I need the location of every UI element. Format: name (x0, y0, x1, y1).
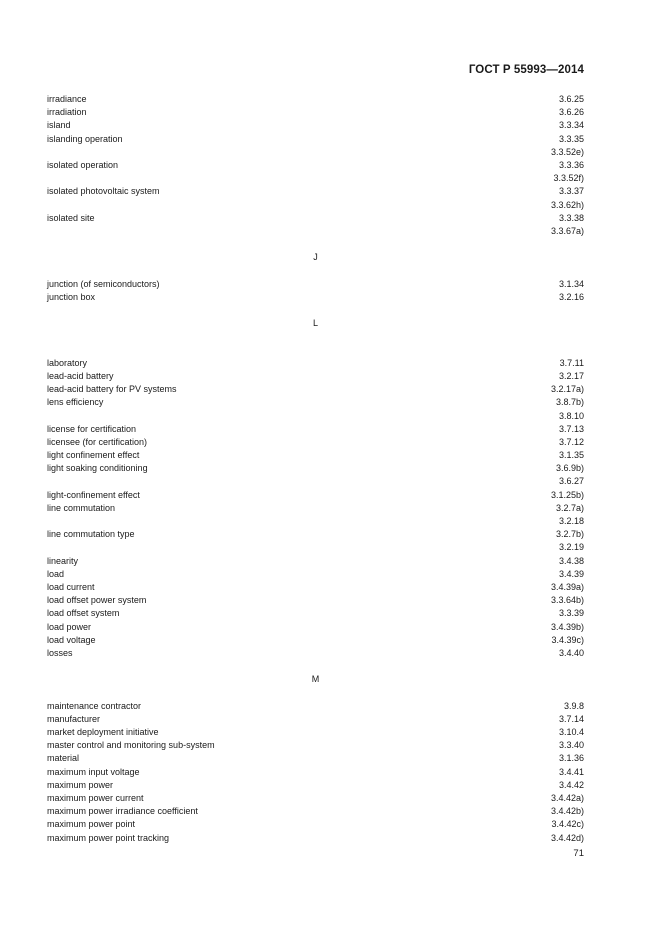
row-spacer (47, 344, 584, 357)
entry-reference: 3.2.17 (558, 370, 584, 381)
index-entry (47, 146, 584, 159)
entry-reference: 3.6.27 (558, 476, 584, 487)
entry-term: linearity (47, 555, 79, 566)
index-entry (47, 568, 584, 581)
index-entry (47, 832, 584, 845)
entry-reference: 3.10.4 (558, 727, 584, 737)
index-entry (47, 370, 584, 383)
entry-reference: 3.2.19 (558, 542, 584, 553)
entry-reference: 3.3.52f) (553, 173, 584, 184)
index-entry (47, 528, 584, 541)
index-entry (47, 700, 584, 713)
entry-term: material (47, 753, 80, 764)
index-entry (47, 278, 584, 291)
entry-term: line commutation type (47, 529, 135, 540)
row-spacer (47, 330, 584, 343)
entry-reference: 3.7.14 (558, 713, 584, 724)
entry-reference: 3.3.34 (558, 120, 584, 131)
index-entry (47, 502, 584, 515)
index-entry (47, 225, 584, 238)
entry-reference: 3.4.41 (558, 766, 584, 777)
index-entry (47, 93, 584, 106)
entry-term: load offset power system (47, 595, 147, 606)
index-entry (47, 396, 584, 409)
entry-term: line commutation (47, 502, 116, 513)
section-letter: M (311, 674, 320, 685)
entry-reference: 3.4.39c) (551, 634, 584, 645)
index-entry (47, 766, 584, 779)
entry-term: lens efficiency (47, 397, 104, 408)
index-entry (47, 515, 584, 528)
entry-reference: 3.3.67a) (550, 225, 584, 236)
entry-term: lead-acid battery for PV systems (47, 384, 177, 395)
entry-term: manufacturer (47, 713, 101, 724)
index-entry (47, 805, 584, 818)
entry-reference: 3.2.18 (558, 516, 584, 526)
entry-reference: 3.1.25b) (550, 489, 584, 500)
entry-reference: 3.2.16 (558, 291, 584, 302)
entry-term: maximum power point tracking (47, 832, 170, 843)
entry-term: load offset system (47, 608, 120, 619)
entry-term: irradiation (47, 107, 87, 118)
entry-reference: 3.1.36 (558, 753, 584, 764)
index-entry (47, 383, 584, 396)
entry-reference: 3.6.9b) (555, 463, 584, 474)
index-entry (47, 410, 584, 423)
entry-term: island (47, 120, 71, 131)
document-header: ГОСТ Р 55993—2014 (468, 64, 584, 76)
entry-term: lead-acid battery (47, 370, 114, 381)
entry-term: losses (47, 647, 73, 658)
index-entry (47, 423, 584, 436)
entry-reference: 3.4.40 (558, 647, 584, 658)
entry-term: light soaking conditioning (47, 463, 148, 474)
row-spacer (47, 686, 584, 699)
entry-term: laboratory (47, 357, 88, 368)
entry-reference: 3.2.17a) (550, 384, 584, 395)
entry-term: isolated site (47, 212, 95, 223)
entry-reference: 3.8.10 (558, 410, 584, 421)
index-entry (47, 199, 584, 212)
entry-term: load power (47, 621, 92, 632)
index-entry (47, 634, 584, 647)
entry-term: isolated photovoltaic system (47, 186, 160, 197)
index-entry (47, 119, 584, 132)
index-entry (47, 462, 584, 475)
entry-term: isolated operation (47, 159, 119, 170)
entry-term: light-confinement effect (47, 489, 140, 500)
entry-term: junction (of semiconductors) (47, 278, 160, 289)
entry-reference: 3.3.39 (558, 608, 584, 619)
page-number: 71 (573, 848, 584, 859)
entry-term: maximum power current (47, 792, 144, 803)
entry-reference: 3.2.7a) (555, 502, 584, 513)
entry-term: maximum power (47, 779, 114, 790)
entry-reference: 3.4.39 (558, 568, 584, 579)
section-letter: J (313, 252, 318, 263)
entry-term: load current (47, 581, 95, 592)
index-entry (47, 752, 584, 765)
entry-term: load (47, 568, 65, 579)
index-entry (47, 818, 584, 831)
index-entry (47, 212, 584, 225)
entry-term: junction box (47, 291, 96, 302)
entry-reference: 3.3.36 (558, 159, 584, 170)
index-entry (47, 172, 584, 185)
index-entry (47, 133, 584, 146)
row-spacer (47, 238, 584, 251)
index-entry (47, 594, 584, 607)
entry-term: load voltage (47, 634, 96, 645)
index-entry (47, 739, 584, 752)
row-spacer (47, 304, 584, 317)
entry-reference: 3.3.40 (558, 740, 584, 751)
index-entry (47, 713, 584, 726)
entry-term: islanding operation (47, 133, 123, 144)
index-entry (47, 436, 584, 449)
index-entry (47, 357, 584, 370)
index-entry (47, 621, 584, 634)
index-entry (47, 185, 584, 198)
index-entry (47, 541, 584, 554)
entry-reference: 3.4.38 (558, 555, 584, 566)
row-spacer (47, 264, 584, 277)
index-entry (47, 555, 584, 568)
entry-reference: 3.1.35 (558, 450, 584, 461)
entry-reference: 3.8.7b) (555, 397, 584, 408)
entry-term: maximum input voltage (47, 766, 140, 777)
index-entry (47, 475, 584, 488)
row-spacer (47, 660, 584, 673)
entry-reference: 3.6.25 (558, 94, 584, 104)
entry-reference: 3.7.12 (558, 436, 584, 447)
entry-term: maximum power irradiance coefficient (47, 806, 198, 817)
entry-term: light confinement effect (47, 450, 140, 461)
entry-reference: 3.1.34 (558, 278, 584, 289)
index-entry (47, 489, 584, 502)
entry-reference: 3.7.13 (558, 423, 584, 434)
entry-reference: 3.3.37 (558, 186, 584, 197)
entry-reference: 3.4.39a) (550, 581, 584, 592)
entry-reference: 3.2.7b) (555, 529, 584, 540)
index-entry (47, 159, 584, 172)
entry-term: license for certification (47, 423, 137, 434)
index-entry (47, 647, 584, 660)
index-entry (47, 581, 584, 594)
index-entry (47, 779, 584, 792)
entry-term: maximum power point (47, 819, 136, 830)
entry-reference: 3.3.35 (558, 133, 584, 144)
entry-reference: 3.7.11 (559, 357, 584, 368)
entry-reference: 3.4.42a) (550, 792, 584, 803)
entry-reference: 3.3.64b) (550, 595, 584, 606)
index-entry (47, 607, 584, 620)
entry-term: irradiance (47, 94, 87, 104)
index-entry (47, 291, 584, 304)
entry-reference: 3.4.42c) (551, 819, 584, 830)
entry-reference: 3.4.39b) (550, 621, 584, 632)
entry-reference: 3.3.38 (558, 212, 584, 223)
index-entry (47, 449, 584, 462)
section-letter: L (312, 318, 318, 329)
entry-reference: 3.3.52e) (550, 146, 584, 157)
index-entry (47, 726, 584, 739)
entry-reference: 3.3.62h) (550, 199, 584, 210)
entry-reference: 3.6.26 (558, 107, 584, 118)
index-entry (47, 106, 584, 119)
entry-term: market deployment initiative (47, 727, 159, 737)
entry-reference: 3.4.42b) (550, 806, 584, 817)
entry-reference: 3.9.8 (563, 700, 584, 711)
entry-reference: 3.4.42d) (550, 832, 584, 843)
entry-term: maintenance contractor (47, 700, 142, 711)
index-entry (47, 792, 584, 805)
entry-reference: 3.4.42 (558, 779, 584, 790)
index-entries (47, 93, 584, 845)
entry-term: master control and monitoring sub-system (47, 740, 215, 751)
entry-term: licensee (for certification) (47, 436, 148, 447)
